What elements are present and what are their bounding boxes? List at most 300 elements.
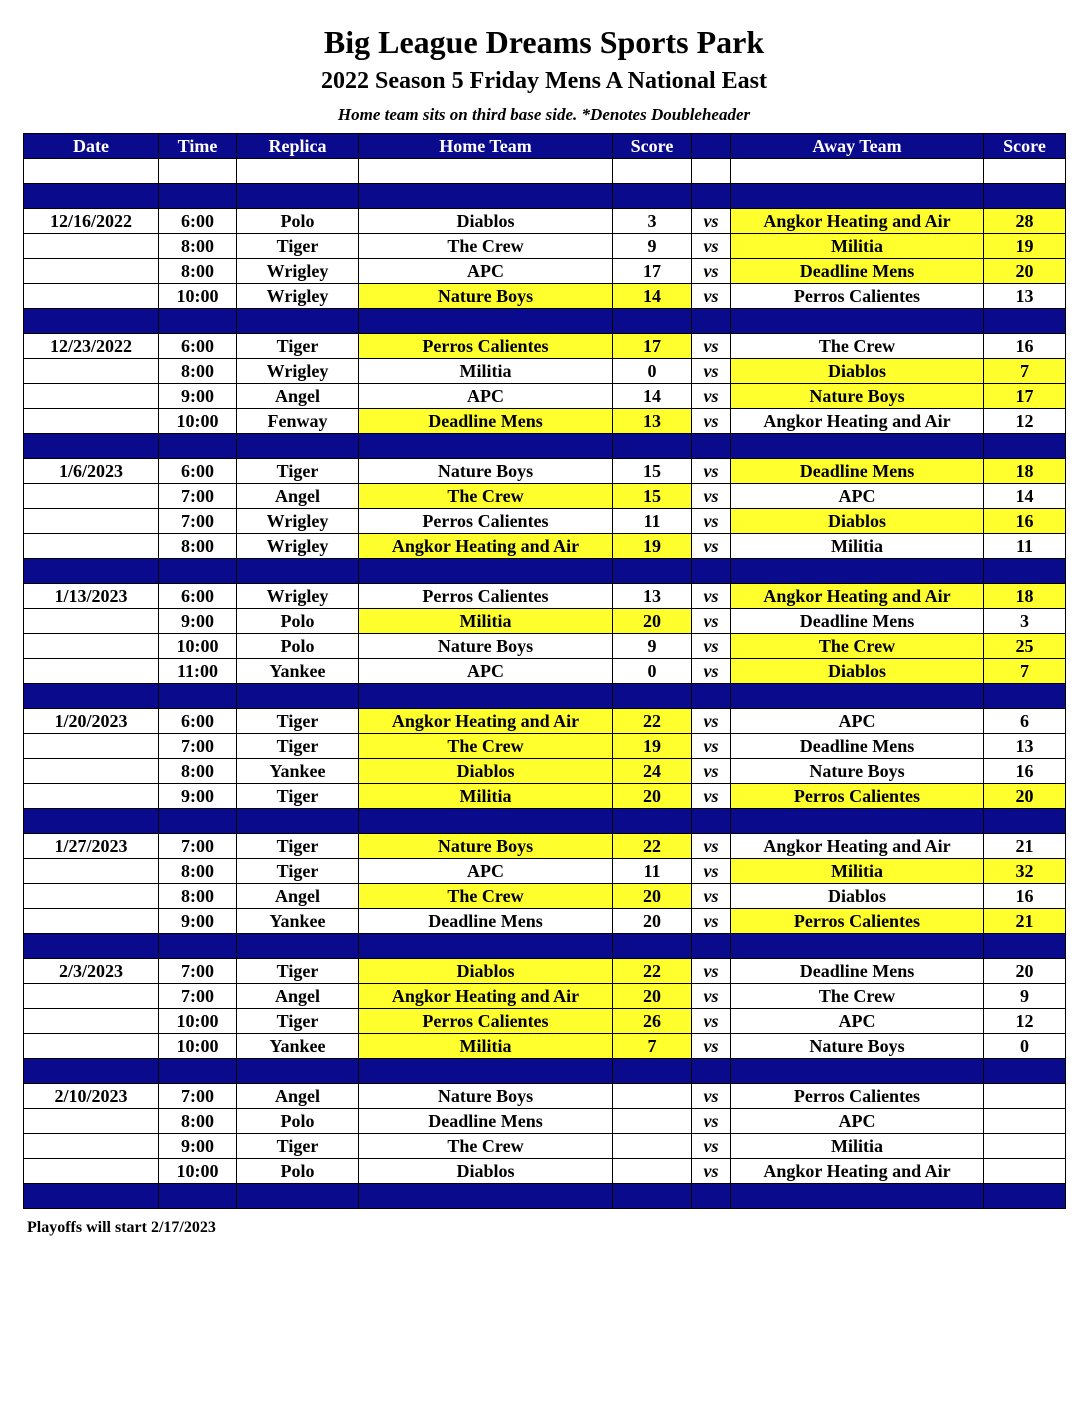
week-separator-cell xyxy=(159,1184,237,1209)
week-separator-cell xyxy=(359,809,613,834)
col-replica-header: Replica xyxy=(237,134,359,159)
away-score: 13 xyxy=(984,734,1066,759)
schedule-body xyxy=(24,159,1066,1209)
home-score: 17 xyxy=(613,334,692,359)
vs-label: vs xyxy=(692,409,731,434)
game-date xyxy=(24,509,159,534)
game-time: 10:00 xyxy=(159,1159,237,1184)
home-score: 19 xyxy=(613,534,692,559)
game-row xyxy=(24,384,1066,409)
week-separator-cell xyxy=(237,1184,359,1209)
away-score: 9 xyxy=(984,984,1066,1009)
vs-label: vs xyxy=(692,984,731,1009)
game-field: Tiger xyxy=(237,234,359,259)
game-row xyxy=(24,459,1066,484)
game-time: 11:00 xyxy=(159,659,237,684)
week-separator-cell xyxy=(237,309,359,334)
week-separator-cell xyxy=(613,184,692,209)
away-score: 28 xyxy=(984,209,1066,234)
home-score xyxy=(613,1084,692,1109)
week-separator xyxy=(24,934,1066,959)
week-separator xyxy=(24,684,1066,709)
home-score: 22 xyxy=(613,834,692,859)
week-separator-cell xyxy=(731,809,984,834)
week-separator-cell xyxy=(159,309,237,334)
game-row xyxy=(24,259,1066,284)
col-away-team-header: Away Team xyxy=(731,134,984,159)
away-team: Angkor Heating and Air xyxy=(731,584,984,609)
away-team: Deadline Mens xyxy=(731,459,984,484)
week-separator-cell xyxy=(159,559,237,584)
game-time: 7:00 xyxy=(159,834,237,859)
game-time: 6:00 xyxy=(159,459,237,484)
home-score: 15 xyxy=(613,484,692,509)
col-vs-header xyxy=(692,134,731,159)
home-team: Nature Boys xyxy=(359,1084,613,1109)
vs-label: vs xyxy=(692,834,731,859)
home-score: 13 xyxy=(613,409,692,434)
game-row xyxy=(24,659,1066,684)
home-team: Militia xyxy=(359,609,613,634)
week-separator-cell xyxy=(984,934,1066,959)
game-time: 8:00 xyxy=(159,884,237,909)
week-separator-cell xyxy=(731,1059,984,1084)
game-field: Polo xyxy=(237,609,359,634)
home-score: 20 xyxy=(613,609,692,634)
week-separator-cell xyxy=(24,809,159,834)
away-score: 16 xyxy=(984,334,1066,359)
game-time: 7:00 xyxy=(159,1084,237,1109)
away-team: Nature Boys xyxy=(731,759,984,784)
game-row xyxy=(24,484,1066,509)
game-date: 12/23/2022 xyxy=(24,334,159,359)
away-team: APC xyxy=(731,1109,984,1134)
away-score: 25 xyxy=(984,634,1066,659)
game-time: 7:00 xyxy=(159,959,237,984)
home-team: Deadline Mens xyxy=(359,909,613,934)
week-separator-cell xyxy=(359,309,613,334)
home-score: 7 xyxy=(613,1034,692,1059)
game-row xyxy=(24,234,1066,259)
blank-row-cell xyxy=(359,159,613,184)
game-date xyxy=(24,784,159,809)
home-team: The Crew xyxy=(359,1134,613,1159)
home-team: Perros Calientes xyxy=(359,1009,613,1034)
away-score: 7 xyxy=(984,659,1066,684)
away-team: The Crew xyxy=(731,984,984,1009)
vs-label: vs xyxy=(692,334,731,359)
away-score: 20 xyxy=(984,259,1066,284)
vs-label: vs xyxy=(692,909,731,934)
game-row xyxy=(24,759,1066,784)
week-separator xyxy=(24,1059,1066,1084)
vs-label: vs xyxy=(692,384,731,409)
blank-row-cell xyxy=(24,159,159,184)
away-team: Angkor Heating and Air xyxy=(731,209,984,234)
vs-label: vs xyxy=(692,359,731,384)
away-score: 3 xyxy=(984,609,1066,634)
vs-label: vs xyxy=(692,234,731,259)
game-date xyxy=(24,234,159,259)
home-score: 9 xyxy=(613,634,692,659)
away-score: 14 xyxy=(984,484,1066,509)
week-separator-cell xyxy=(359,434,613,459)
away-score xyxy=(984,1109,1066,1134)
game-date xyxy=(24,1009,159,1034)
game-date xyxy=(24,259,159,284)
vs-label: vs xyxy=(692,534,731,559)
away-score: 6 xyxy=(984,709,1066,734)
week-separator-cell xyxy=(359,934,613,959)
game-date: 2/3/2023 xyxy=(24,959,159,984)
game-row xyxy=(24,734,1066,759)
game-date xyxy=(24,1109,159,1134)
home-team: Diablos xyxy=(359,209,613,234)
game-row xyxy=(24,884,1066,909)
game-field: Polo xyxy=(237,209,359,234)
week-separator-cell xyxy=(237,434,359,459)
game-time: 7:00 xyxy=(159,734,237,759)
game-date: 2/10/2023 xyxy=(24,1084,159,1109)
away-team: Nature Boys xyxy=(731,1034,984,1059)
away-team: Perros Calientes xyxy=(731,284,984,309)
week-separator xyxy=(24,309,1066,334)
vs-label: vs xyxy=(692,484,731,509)
game-row xyxy=(24,284,1066,309)
home-score xyxy=(613,1134,692,1159)
week-separator-cell xyxy=(692,809,731,834)
game-time: 10:00 xyxy=(159,1034,237,1059)
game-date: 1/20/2023 xyxy=(24,709,159,734)
week-separator-cell xyxy=(984,809,1066,834)
page-title: Big League Dreams Sports Park xyxy=(323,24,765,60)
game-row xyxy=(24,209,1066,234)
schedule-table xyxy=(23,133,1066,1209)
away-score: 0 xyxy=(984,1034,1066,1059)
vs-label: vs xyxy=(692,1134,731,1159)
home-score: 15 xyxy=(613,459,692,484)
home-score xyxy=(613,1109,692,1134)
home-team: Diablos xyxy=(359,1159,613,1184)
vs-label: vs xyxy=(692,659,731,684)
week-separator-cell xyxy=(237,934,359,959)
home-score: 22 xyxy=(613,709,692,734)
game-field: Angel xyxy=(237,1084,359,1109)
week-separator-cell xyxy=(613,1059,692,1084)
away-team: Diablos xyxy=(731,359,984,384)
game-field: Polo xyxy=(237,1159,359,1184)
away-team: Diablos xyxy=(731,509,984,534)
week-separator-cell xyxy=(159,934,237,959)
away-score: 20 xyxy=(984,959,1066,984)
away-team: APC xyxy=(731,1009,984,1034)
home-team: APC xyxy=(359,659,613,684)
week-separator-cell xyxy=(159,434,237,459)
game-field: Tiger xyxy=(237,334,359,359)
away-score: 16 xyxy=(984,884,1066,909)
away-score: 16 xyxy=(984,509,1066,534)
away-team: The Crew xyxy=(731,334,984,359)
home-team: APC xyxy=(359,859,613,884)
game-field: Angel xyxy=(237,484,359,509)
blank-row-cell xyxy=(159,159,237,184)
game-time: 10:00 xyxy=(159,409,237,434)
home-team: The Crew xyxy=(359,884,613,909)
game-date xyxy=(24,284,159,309)
blank-row-cell xyxy=(237,159,359,184)
week-separator-cell xyxy=(692,684,731,709)
blank-row-cell xyxy=(731,159,984,184)
game-row xyxy=(24,834,1066,859)
game-time: 6:00 xyxy=(159,584,237,609)
week-separator-cell xyxy=(24,1184,159,1209)
game-field: Tiger xyxy=(237,1009,359,1034)
home-score: 20 xyxy=(613,784,692,809)
home-team: Nature Boys xyxy=(359,459,613,484)
vs-label: vs xyxy=(692,209,731,234)
game-date xyxy=(24,759,159,784)
game-field: Yankee xyxy=(237,759,359,784)
game-date xyxy=(24,409,159,434)
home-score: 22 xyxy=(613,959,692,984)
home-score: 14 xyxy=(613,284,692,309)
home-team: Militia xyxy=(359,784,613,809)
week-separator-cell xyxy=(613,809,692,834)
game-row xyxy=(24,859,1066,884)
vs-label: vs xyxy=(692,1009,731,1034)
game-time: 8:00 xyxy=(159,359,237,384)
home-team: Militia xyxy=(359,359,613,384)
away-team: Diablos xyxy=(731,884,984,909)
game-time: 6:00 xyxy=(159,334,237,359)
away-score: 12 xyxy=(984,409,1066,434)
game-date xyxy=(24,484,159,509)
game-field: Tiger xyxy=(237,734,359,759)
game-field: Tiger xyxy=(237,709,359,734)
home-team: Diablos xyxy=(359,959,613,984)
game-row xyxy=(24,909,1066,934)
game-row xyxy=(24,634,1066,659)
away-team: APC xyxy=(731,484,984,509)
week-separator-cell xyxy=(984,684,1066,709)
game-row xyxy=(24,334,1066,359)
away-team: Perros Calientes xyxy=(731,909,984,934)
header-row xyxy=(24,134,1066,159)
home-team: Militia xyxy=(359,1034,613,1059)
week-separator-cell xyxy=(613,309,692,334)
game-time: 7:00 xyxy=(159,984,237,1009)
week-separator-cell xyxy=(359,1059,613,1084)
week-separator-cell xyxy=(984,434,1066,459)
home-team: Angkor Heating and Air xyxy=(359,984,613,1009)
game-field: Angel xyxy=(237,884,359,909)
blank-row-cell xyxy=(984,159,1066,184)
vs-label: vs xyxy=(692,734,731,759)
week-separator-cell xyxy=(359,684,613,709)
game-date xyxy=(24,534,159,559)
away-team: Perros Calientes xyxy=(731,784,984,809)
game-date xyxy=(24,909,159,934)
home-score: 0 xyxy=(613,359,692,384)
home-team: Nature Boys xyxy=(359,834,613,859)
away-team: Deadline Mens xyxy=(731,259,984,284)
game-field: Tiger xyxy=(237,834,359,859)
game-time: 9:00 xyxy=(159,784,237,809)
away-team: Perros Calientes xyxy=(731,1084,984,1109)
away-team: Militia xyxy=(731,1134,984,1159)
away-score xyxy=(984,1084,1066,1109)
game-date xyxy=(24,1034,159,1059)
away-score xyxy=(984,1159,1066,1184)
home-score: 9 xyxy=(613,234,692,259)
away-team: Militia xyxy=(731,234,984,259)
game-date xyxy=(24,634,159,659)
away-team: Deadline Mens xyxy=(731,609,984,634)
game-row xyxy=(24,1109,1066,1134)
week-separator xyxy=(24,559,1066,584)
away-score: 7 xyxy=(984,359,1066,384)
away-team: Deadline Mens xyxy=(731,734,984,759)
away-team: Angkor Heating and Air xyxy=(731,409,984,434)
home-team: Angkor Heating and Air xyxy=(359,534,613,559)
week-separator-cell xyxy=(24,1059,159,1084)
game-field: Yankee xyxy=(237,909,359,934)
week-separator-cell xyxy=(359,559,613,584)
week-separator-cell xyxy=(731,309,984,334)
game-date: 1/27/2023 xyxy=(24,834,159,859)
week-separator-cell xyxy=(359,1184,613,1209)
game-time: 8:00 xyxy=(159,759,237,784)
game-date xyxy=(24,359,159,384)
week-separator-cell xyxy=(613,1184,692,1209)
blank-row-cell xyxy=(692,159,731,184)
game-field: Tiger xyxy=(237,459,359,484)
game-field: Polo xyxy=(237,1109,359,1134)
week-separator-cell xyxy=(692,1184,731,1209)
away-team: Militia xyxy=(731,534,984,559)
home-team: Diablos xyxy=(359,759,613,784)
game-time: 10:00 xyxy=(159,284,237,309)
vs-label: vs xyxy=(692,959,731,984)
game-date xyxy=(24,659,159,684)
col-date-header: Date xyxy=(24,134,159,159)
week-separator-cell xyxy=(24,684,159,709)
home-score xyxy=(613,1159,692,1184)
away-score: 21 xyxy=(984,834,1066,859)
game-date xyxy=(24,984,159,1009)
home-team: Angkor Heating and Air xyxy=(359,709,613,734)
game-date: 1/13/2023 xyxy=(24,584,159,609)
home-team: APC xyxy=(359,384,613,409)
week-separator-cell xyxy=(692,184,731,209)
vs-label: vs xyxy=(692,609,731,634)
game-time: 6:00 xyxy=(159,209,237,234)
week-separator-cell xyxy=(159,184,237,209)
game-date xyxy=(24,884,159,909)
game-time: 10:00 xyxy=(159,1009,237,1034)
week-separator-cell xyxy=(237,809,359,834)
vs-label: vs xyxy=(692,784,731,809)
away-score: 32 xyxy=(984,859,1066,884)
week-separator-cell xyxy=(731,684,984,709)
game-field: Yankee xyxy=(237,1034,359,1059)
game-date xyxy=(24,384,159,409)
game-field: Wrigley xyxy=(237,259,359,284)
game-field: Tiger xyxy=(237,859,359,884)
vs-label: vs xyxy=(692,1034,731,1059)
game-row xyxy=(24,609,1066,634)
home-score: 11 xyxy=(613,859,692,884)
week-separator-cell xyxy=(613,934,692,959)
game-date xyxy=(24,734,159,759)
week-separator xyxy=(24,1184,1066,1209)
season-subtitle: 2022 Season 5 Friday Mens A National East xyxy=(320,68,768,94)
away-score: 21 xyxy=(984,909,1066,934)
col-home-team-header: Home Team xyxy=(359,134,613,159)
away-team: Angkor Heating and Air xyxy=(731,1159,984,1184)
home-team: Nature Boys xyxy=(359,284,613,309)
game-row xyxy=(24,984,1066,1009)
game-field: Tiger xyxy=(237,959,359,984)
playoffs-note: Playoffs will start 2/17/2023 xyxy=(27,1219,216,1236)
col-away-score-header: Score xyxy=(984,134,1066,159)
week-separator-cell xyxy=(359,184,613,209)
vs-label: vs xyxy=(692,1084,731,1109)
game-date: 12/16/2022 xyxy=(24,209,159,234)
game-row xyxy=(24,409,1066,434)
blank-row-cell xyxy=(613,159,692,184)
game-row xyxy=(24,1009,1066,1034)
away-team: Deadline Mens xyxy=(731,959,984,984)
home-score: 19 xyxy=(613,734,692,759)
home-score: 13 xyxy=(613,584,692,609)
week-separator-cell xyxy=(237,1059,359,1084)
home-team: The Crew xyxy=(359,234,613,259)
week-separator-cell xyxy=(24,559,159,584)
game-time: 9:00 xyxy=(159,384,237,409)
week-separator-cell xyxy=(692,434,731,459)
week-separator xyxy=(24,434,1066,459)
game-row xyxy=(24,584,1066,609)
week-separator-cell xyxy=(731,434,984,459)
away-team: The Crew xyxy=(731,634,984,659)
game-time: 7:00 xyxy=(159,484,237,509)
vs-label: vs xyxy=(692,509,731,534)
game-field: Wrigley xyxy=(237,284,359,309)
game-row xyxy=(24,1134,1066,1159)
week-separator-cell xyxy=(984,1059,1066,1084)
game-field: Fenway xyxy=(237,409,359,434)
game-row xyxy=(24,1159,1066,1184)
week-separator-cell xyxy=(692,559,731,584)
col-home-score-header: Score xyxy=(613,134,692,159)
game-field: Angel xyxy=(237,984,359,1009)
game-row xyxy=(24,1084,1066,1109)
away-score: 16 xyxy=(984,759,1066,784)
game-field: Yankee xyxy=(237,659,359,684)
blank-row xyxy=(24,159,1066,184)
vs-label: vs xyxy=(692,284,731,309)
week-separator-cell xyxy=(731,559,984,584)
away-team: APC xyxy=(731,709,984,734)
week-separator xyxy=(24,184,1066,209)
week-separator-cell xyxy=(984,309,1066,334)
game-date: 1/6/2023 xyxy=(24,459,159,484)
game-row xyxy=(24,534,1066,559)
col-time-header: Time xyxy=(159,134,237,159)
home-team: The Crew xyxy=(359,734,613,759)
home-team: Deadline Mens xyxy=(359,409,613,434)
